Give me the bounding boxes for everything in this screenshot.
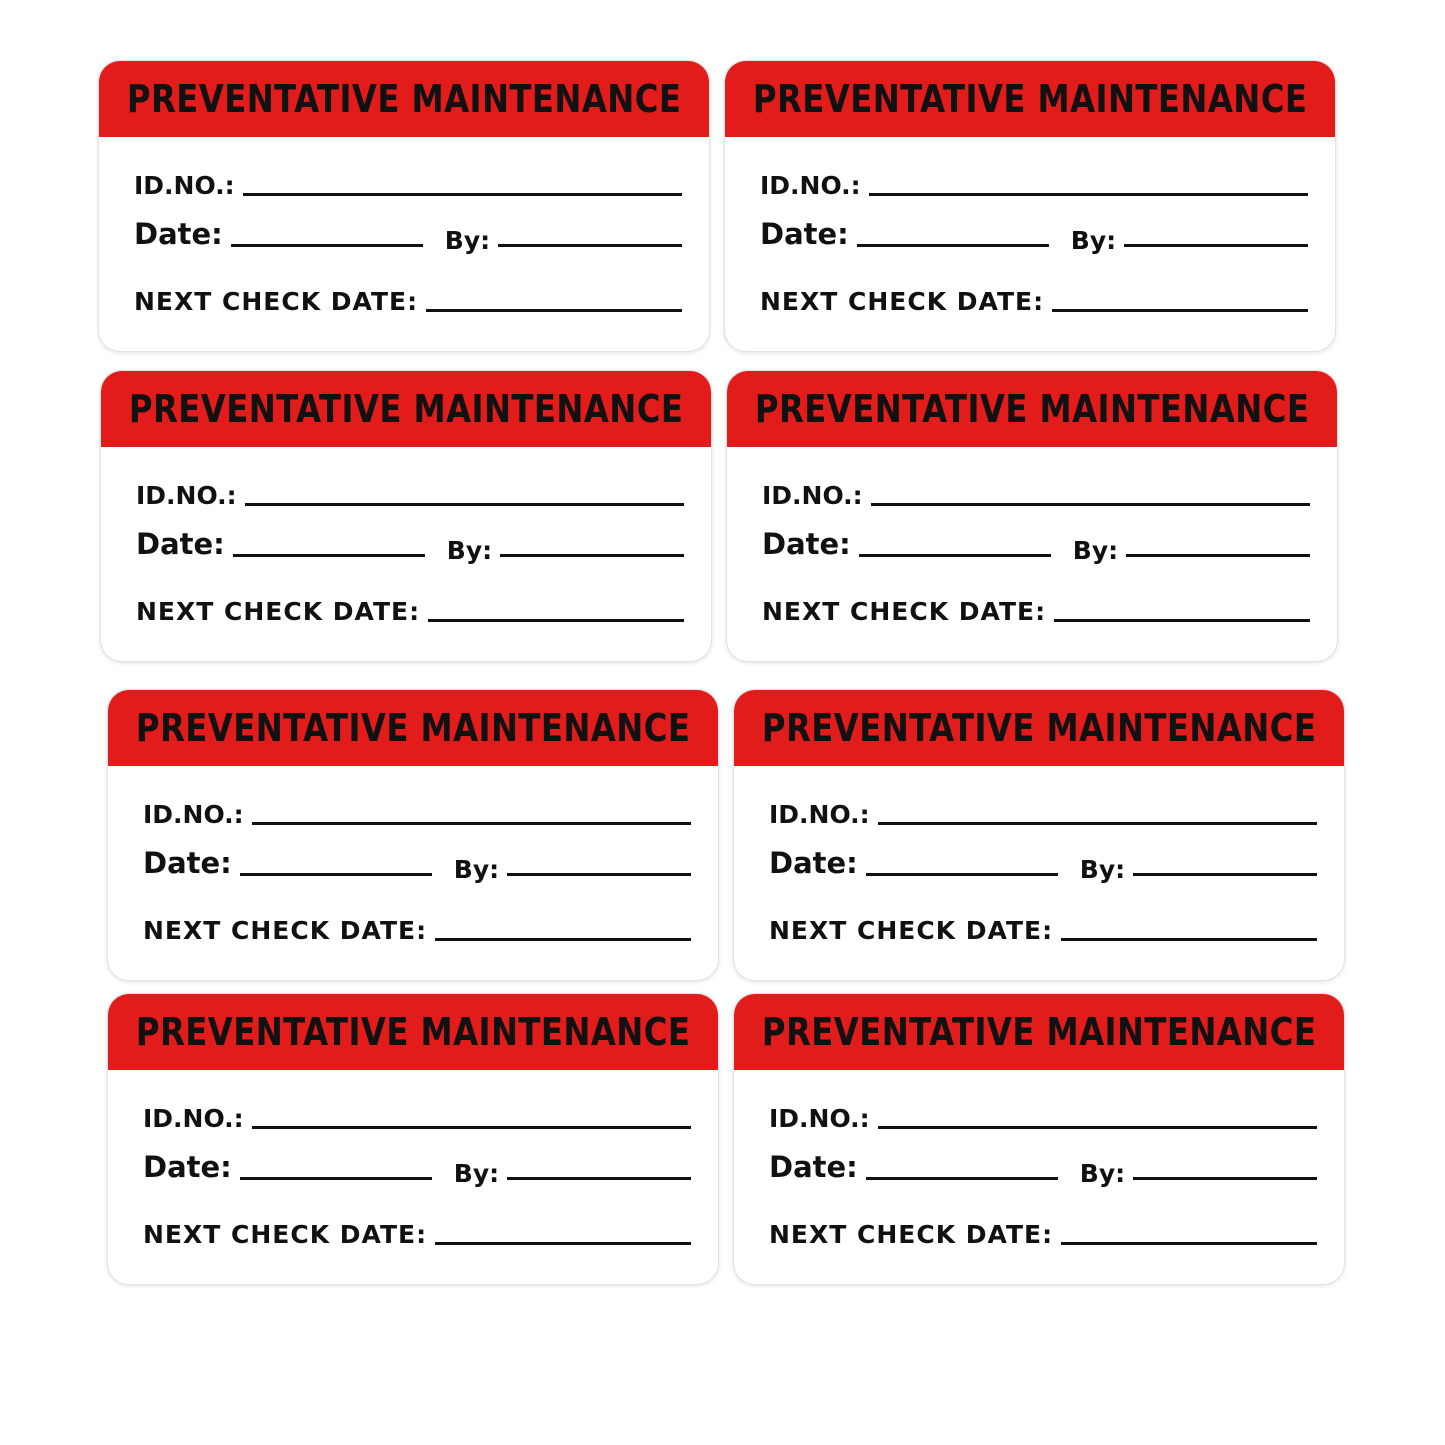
next-check-row [136,597,684,626]
by-write-line[interactable] [500,554,684,557]
id-row [769,1104,1317,1133]
date-by-row [143,1150,691,1188]
next-check-row [134,287,682,316]
date-label: Date: [134,217,223,251]
next-check-date-label: NEXT CHECK DATE: [769,1220,1054,1249]
by-write-line[interactable] [1133,1177,1317,1180]
id-row [143,1104,691,1133]
date-write-line[interactable] [233,554,425,557]
id-write-line[interactable] [245,503,684,506]
maintenance-label [98,60,710,352]
date-label: Date: [136,527,225,561]
next-check-row [762,597,1310,626]
next-check-row [769,916,1317,945]
next-check-row [143,1220,691,1249]
by-label: By: [1072,536,1119,565]
next-check-date-write-line[interactable] [1061,1242,1317,1245]
next-check-date-label: NEXT CHECK DATE: [762,597,1047,626]
maintenance-label [726,370,1338,662]
id-label: ID.NO.: [136,481,237,510]
date-by-row [769,846,1317,884]
by-write-line[interactable] [1126,554,1310,557]
by-label: By: [444,226,491,255]
date-write-line[interactable] [866,873,1058,876]
date-label: Date: [769,846,858,880]
id-label: ID.NO.: [143,800,244,829]
by-write-line[interactable] [1133,873,1317,876]
date-by-row [762,527,1310,565]
date-by-row [134,217,682,255]
id-write-line[interactable] [878,1126,1317,1129]
date-label: Date: [769,1150,858,1184]
date-by-row [136,527,684,565]
next-check-row [769,1220,1317,1249]
id-write-line[interactable] [252,822,691,825]
next-check-date-write-line[interactable] [426,309,682,312]
by-write-line[interactable] [498,244,682,247]
label-header [108,690,718,766]
next-check-date-write-line[interactable] [1061,938,1317,941]
id-label: ID.NO.: [760,171,861,200]
by-label: By: [1079,1159,1126,1188]
by-label: By: [453,1159,500,1188]
date-label: Date: [143,1150,232,1184]
id-row [762,481,1310,510]
date-label: Date: [760,217,849,251]
label-title: PREVENTATIVE MAINTENANCE [135,706,691,750]
by-label: By: [446,536,493,565]
maintenance-label [107,689,719,981]
date-by-row [769,1150,1317,1188]
date-write-line[interactable] [240,1177,432,1180]
date-label: Date: [762,527,851,561]
id-write-line[interactable] [878,822,1317,825]
date-write-line[interactable] [240,873,432,876]
next-check-date-write-line[interactable] [1052,309,1308,312]
date-write-line[interactable] [857,244,1049,247]
label-header [727,371,1337,447]
maintenance-label [100,370,712,662]
id-label: ID.NO.: [134,171,235,200]
maintenance-label [733,993,1345,1285]
label-title: PREVENTATIVE MAINTENANCE [761,706,1317,750]
label-title: PREVENTATIVE MAINTENANCE [761,1010,1317,1054]
next-check-date-write-line[interactable] [435,1242,691,1245]
next-check-date-write-line[interactable] [1054,619,1310,622]
date-write-line[interactable] [231,244,423,247]
label-header [734,994,1344,1070]
by-write-line[interactable] [1124,244,1308,247]
next-check-row [760,287,1308,316]
label-header [725,61,1335,137]
id-label: ID.NO.: [762,481,863,510]
next-check-date-label: NEXT CHECK DATE: [136,597,421,626]
label-title: PREVENTATIVE MAINTENANCE [126,77,682,121]
by-label: By: [1079,855,1126,884]
id-row [760,171,1308,200]
id-label: ID.NO.: [769,800,870,829]
label-title: PREVENTATIVE MAINTENANCE [752,77,1308,121]
by-label: By: [453,855,500,884]
by-write-line[interactable] [507,873,691,876]
maintenance-label [107,993,719,1285]
maintenance-label [733,689,1345,981]
label-title: PREVENTATIVE MAINTENANCE [754,387,1310,431]
id-write-line[interactable] [252,1126,691,1129]
date-write-line[interactable] [859,554,1051,557]
id-label: ID.NO.: [769,1104,870,1133]
next-check-date-label: NEXT CHECK DATE: [760,287,1045,316]
date-label: Date: [143,846,232,880]
id-row [143,800,691,829]
id-write-line[interactable] [243,193,682,196]
by-label: By: [1070,226,1117,255]
id-label: ID.NO.: [143,1104,244,1133]
next-check-date-write-line[interactable] [428,619,684,622]
next-check-date-write-line[interactable] [435,938,691,941]
date-by-row [760,217,1308,255]
label-header [101,371,711,447]
label-title: PREVENTATIVE MAINTENANCE [135,1010,691,1054]
label-title: PREVENTATIVE MAINTENANCE [128,387,684,431]
maintenance-label [724,60,1336,352]
next-check-row [143,916,691,945]
label-header [99,61,709,137]
id-write-line[interactable] [869,193,1308,196]
label-header [734,690,1344,766]
date-by-row [143,846,691,884]
id-write-line[interactable] [871,503,1310,506]
next-check-date-label: NEXT CHECK DATE: [134,287,419,316]
id-row [136,481,684,510]
label-header [108,994,718,1070]
by-write-line[interactable] [507,1177,691,1180]
next-check-date-label: NEXT CHECK DATE: [143,1220,428,1249]
date-write-line[interactable] [866,1177,1058,1180]
next-check-date-label: NEXT CHECK DATE: [143,916,428,945]
id-row [134,171,682,200]
next-check-date-label: NEXT CHECK DATE: [769,916,1054,945]
id-row [769,800,1317,829]
